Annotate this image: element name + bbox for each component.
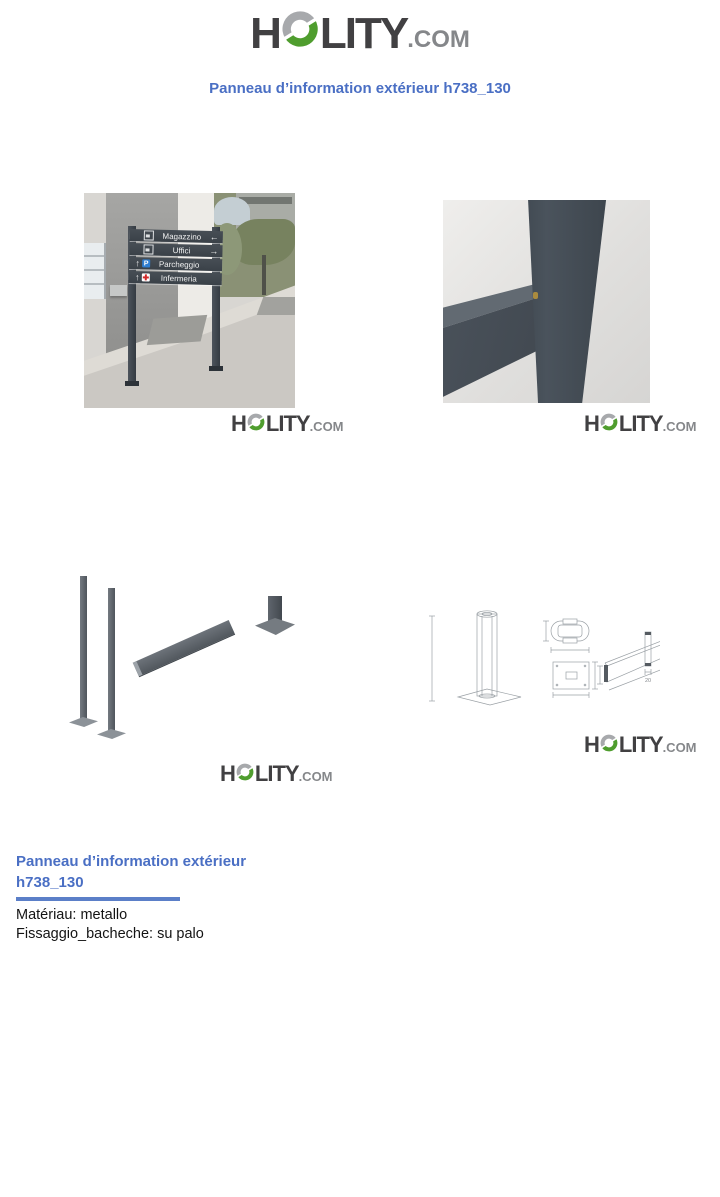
tree-trunk	[262, 255, 266, 295]
spec-fixing: Fissaggio_bacheche: su palo	[16, 926, 204, 942]
logo-text-h: H	[220, 761, 235, 786]
warehouse-icon	[144, 230, 154, 240]
right-arrow-icon: →	[209, 245, 219, 256]
sign-row-uffici	[129, 243, 222, 257]
sign-row-parcheggio	[129, 257, 222, 271]
rail-profile-drawing	[645, 632, 651, 675]
logo-text-lity: LITY	[254, 761, 299, 786]
logo-text-com: .COM	[662, 740, 697, 755]
manhole-cover	[257, 297, 295, 315]
technical-drawing[interactable]	[420, 604, 660, 716]
product-title-line2: h738_130	[16, 874, 84, 891]
manhole-cover	[147, 315, 207, 345]
product-title-line1: Panneau d’information extérieur	[16, 853, 247, 870]
logo-text-h: H	[584, 411, 599, 436]
office-icon	[143, 244, 153, 254]
post-base-left	[125, 381, 139, 386]
product-photo-sign[interactable]	[84, 193, 295, 408]
dimension-label: 20	[644, 678, 652, 684]
post-elevation-drawing	[429, 611, 521, 705]
brass-screw	[533, 292, 538, 299]
logo-text-lity: LITY	[265, 411, 310, 436]
post-base-right	[209, 366, 223, 371]
logo-swirl-icon	[235, 762, 255, 782]
logo-text-com: .COM	[407, 26, 470, 53]
logo-text-h: H	[231, 411, 246, 436]
holity-watermark	[584, 412, 697, 435]
logo-swirl-icon	[246, 412, 266, 432]
logo-text-com: .COM	[298, 769, 333, 784]
component-base-plate	[97, 729, 126, 739]
sign-label: Uffici	[172, 245, 191, 255]
holity-watermark	[231, 412, 344, 435]
directional-sign-panel	[129, 229, 223, 287]
up-arrow-icon: ↑	[135, 257, 141, 268]
product-specs	[16, 906, 204, 944]
cross-section-drawing	[543, 619, 589, 653]
component-post	[108, 588, 115, 734]
holity-watermark	[584, 733, 697, 756]
parking-icon	[142, 259, 150, 267]
logo-text-lity: LITY	[319, 9, 408, 58]
first-aid-icon	[142, 273, 150, 281]
component-rail	[133, 620, 235, 677]
window	[84, 243, 107, 299]
wall-box	[110, 285, 127, 296]
title-divider	[16, 897, 180, 901]
logo-text-com: .COM	[309, 419, 344, 434]
logo-text-lity: LITY	[618, 411, 663, 436]
logo-swirl-icon	[599, 733, 619, 753]
sign-row-magazzino	[130, 229, 223, 243]
product-photo-components[interactable]	[64, 558, 314, 758]
up-arrow-icon: ↑	[134, 271, 140, 282]
sign-row-infermeria	[129, 271, 222, 285]
sign-label: Infermeria	[160, 273, 197, 284]
parking-letter: P	[143, 259, 149, 267]
rail-end-cap	[133, 661, 143, 676]
logo-swirl-icon	[599, 412, 619, 432]
sign-label: Magazzino	[162, 231, 202, 242]
base-detail-plate	[255, 618, 295, 635]
logo-text-lity: LITY	[618, 732, 663, 757]
page-title: Panneau d’information extérieur h738_130	[209, 80, 511, 97]
product-photo-joint-closeup[interactable]	[443, 200, 650, 403]
left-arrow-icon: ←	[209, 231, 219, 242]
base-plate-top-view-drawing	[553, 662, 598, 698]
component-post	[80, 576, 87, 722]
holity-logo[interactable]	[250, 8, 470, 56]
logo-text-h: H	[584, 732, 599, 757]
logo-text-com: .COM	[662, 419, 697, 434]
product-title	[16, 851, 246, 893]
spec-material: Matériau: metallo	[16, 907, 128, 923]
logo-swirl-icon	[279, 8, 321, 50]
holity-watermark	[220, 762, 333, 785]
logo-text-h: H	[250, 9, 280, 58]
sign-label: Parcheggio	[158, 259, 200, 270]
component-base-plate	[69, 717, 98, 727]
